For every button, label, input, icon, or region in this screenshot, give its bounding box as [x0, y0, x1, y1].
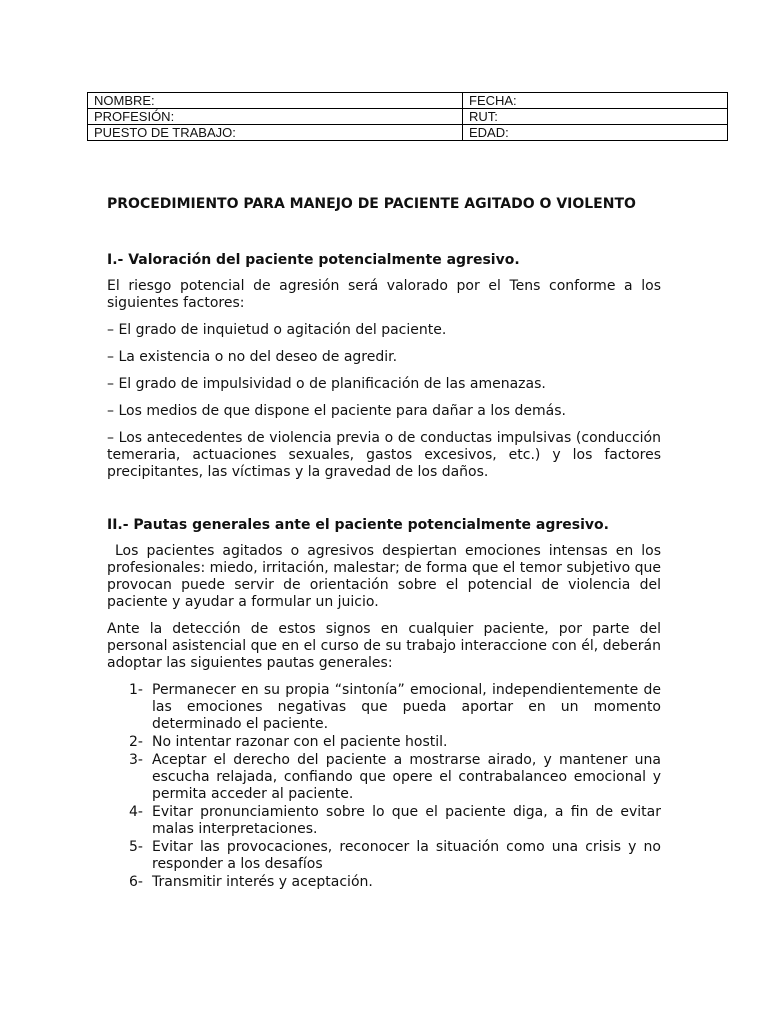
- list-text: Aceptar el derecho del paciente a mostrarse airado, y mantener una escucha relajada, confiando que opere el contrabalanceo emocional y permita acceder al paciente.: [152, 752, 661, 802]
- section1-intro: El riesgo potencial de agresión será valorado por el Tens conforme a los siguientes factores:: [107, 278, 661, 311]
- table-row: [88, 109, 728, 125]
- guidelines-list: [107, 682, 661, 891]
- list-item: [107, 752, 661, 803]
- document-body: [107, 196, 661, 892]
- puesto-cell: PUESTO DE TRABAJO:: [88, 125, 463, 141]
- factor-item: – Los medios de que dispone el paciente para dañar a los demás.: [107, 403, 566, 419]
- table-row: [88, 93, 728, 109]
- list-text: Evitar pronunciamiento sobre lo que el paciente diga, a fin de evitar malas interpretaciones.: [152, 804, 661, 837]
- list-number: 4-: [129, 804, 143, 820]
- list-item: [107, 804, 661, 838]
- factor-item: – Los antecedentes de violencia previa o de conductas impulsivas (conducción temeraria, actuaciones sexuales, gastos excesivos, etc.) y los factores precipitantes, las víctimas y la gravedad de los daños.: [107, 430, 661, 480]
- list-text: Transmitir interés y aceptación.: [152, 874, 373, 890]
- list-item: [107, 682, 661, 733]
- list-item: [107, 734, 661, 751]
- list-text: Evitar las provocaciones, reconocer la situación como una crisis y no responder a los desafíos: [152, 839, 661, 872]
- section1-heading: I.- Valoración del paciente potencialmente agresivo.: [107, 252, 520, 268]
- document-title: PROCEDIMIENTO PARA MANEJO DE PACIENTE AGITADO O VIOLENTO: [107, 196, 636, 212]
- factor-item: – La existencia o no del deseo de agredir.: [107, 349, 398, 365]
- list-number: 1-: [129, 682, 143, 698]
- section2-paragraph: Ante la detección de estos signos en cualquier paciente, por parte del personal asistencial que en el curso de su trabajo interaccione con él, deberán adoptar las siguientes pautas generales:: [107, 621, 661, 671]
- list-number: 3-: [129, 752, 143, 768]
- section2-paragraph: Los pacientes agitados o agresivos despiertan emociones intensas en los profesionales: miedo, irritación, malestar; de forma que el temor subjetivo que provocan puede servir de orientación sobre el potencial de violencia del paciente y ayudar a formular un juicio.: [107, 543, 661, 610]
- edad-cell: EDAD:: [463, 125, 728, 141]
- rut-cell: RUT:: [463, 109, 728, 125]
- list-item: [107, 874, 661, 891]
- factor-item: – El grado de inquietud o agitación del paciente.: [107, 322, 447, 338]
- factor-item: – El grado de impulsividad o de planificación de las amenazas.: [107, 376, 546, 392]
- list-text: Permanecer en su propia “sintonía” emocional, independientemente de las emociones negativas que pueda aportar en un momento determinado el paciente.: [152, 682, 661, 732]
- list-number: 2-: [129, 734, 143, 750]
- list-number: 5-: [129, 839, 143, 855]
- list-item: [107, 839, 661, 873]
- header-form-table: [87, 92, 728, 141]
- nombre-cell: NOMBRE:: [88, 93, 463, 109]
- list-text: No intentar razonar con el paciente hostil.: [152, 734, 448, 750]
- fecha-cell: FECHA:: [463, 93, 728, 109]
- table-row: [88, 125, 728, 141]
- section2-heading: II.- Pautas generales ante el paciente potencialmente agresivo.: [107, 517, 609, 533]
- profesion-cell: PROFESIÓN:: [88, 109, 463, 125]
- list-number: 6-: [129, 874, 143, 890]
